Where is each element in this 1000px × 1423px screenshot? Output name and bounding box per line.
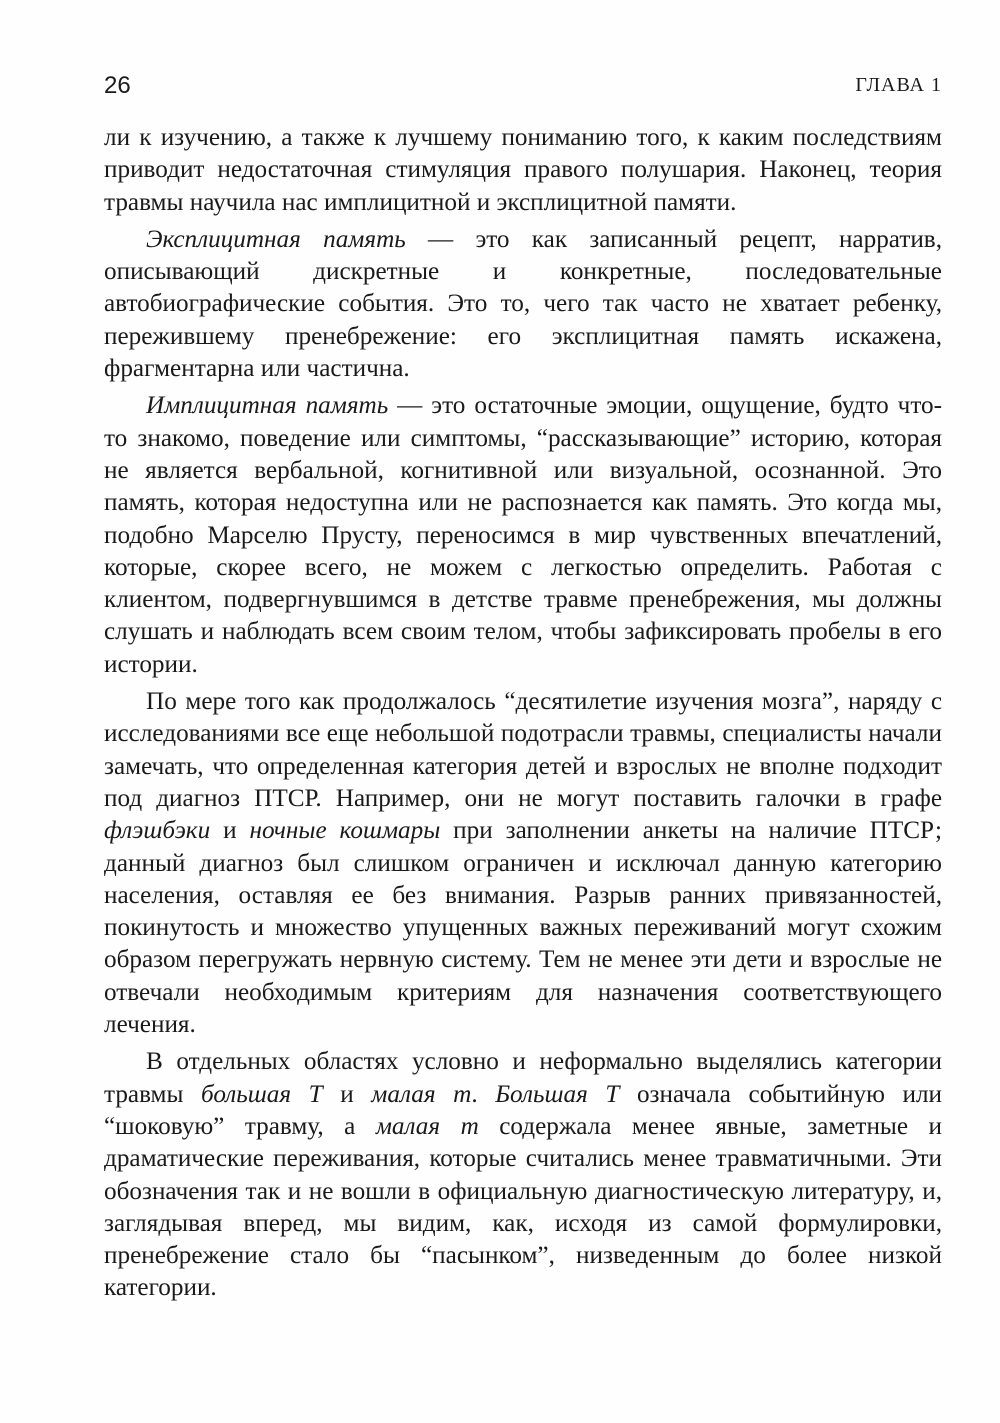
paragraph-text: означала событийную или “шоковую” травму, а	[104, 1080, 943, 1140]
paragraph-text: .	[471, 1080, 496, 1108]
page-number: 26	[104, 72, 131, 99]
body-text	[104, 122, 942, 1305]
paragraph-text: По мере того как продолжалось “десятилетие изучения мозга”, наряду с исследованиями все еще небольшой подотрасли травмы, специалисты начали замечать, что определенная категория детей и взрослых не вполне подходит под диагноз ПТСР. Например, они не могут поставить галочки в графе	[104, 688, 942, 812]
paragraph-text: и	[322, 1080, 372, 1108]
term-flashbacks: флэшбэки	[104, 817, 211, 845]
paragraph-explicit-memory	[104, 224, 942, 385]
paragraph-text: ли к изучению, а также к лучшему пониманию того, к каким последствиям приводит недостаточная стимуляция правого полушария. Наконец, теория травмы научила нас имплицитной и эксплицитной памяти.	[104, 124, 942, 216]
term-small-t: малая т	[375, 1112, 479, 1140]
term-small-t: малая т	[371, 1080, 472, 1108]
paragraph-continuation	[104, 122, 942, 219]
paragraph-text: содержала менее явные, заметные и драматические переживания, которые считались менее травматичными. Эти обозначения так и не вошли в официальную диагностическую литературу, и, заглядывая вперед, мы видим, как, исходя из самой формулировки, пренебрежение стало бы “пасынком”, низведенным до более низкой категории.	[104, 1112, 942, 1302]
term-big-t: Большая Т	[495, 1080, 620, 1108]
paragraph-implicit-memory	[104, 390, 942, 681]
term-big-t: большая Т	[201, 1080, 323, 1108]
term-explicit-memory: Эксплицитная память	[146, 225, 406, 253]
paragraph-text: В отдельных областях условно и неформально выделялись категории травмы	[104, 1048, 942, 1108]
term-implicit-memory: Имплицитная память	[146, 392, 389, 420]
term-nightmares: ночные кошмары	[249, 817, 441, 845]
paragraph-text: при заполнении анкеты на наличие ПТСР; данный диагноз был слишком ограничен и исключал данную категорию населения, оставляя ее без внимания. Разрыв ранних привязанностей, покинутость и множество упущенных важных переживаний могут схожим образом перегружать нервную систему. Тем не менее эти дети и взрослые не отвечали необходимым критериям для назначения соответствующего лечения.	[104, 817, 942, 1039]
page-header	[104, 72, 942, 102]
chapter-label: ГЛАВА 1	[855, 74, 942, 96]
paragraph-ptsd	[104, 686, 942, 1041]
paragraph-text: — это как записанный рецепт, нарратив, описывающий дискретные и конкретные, последовательные автобиографические события. Это то, чего так часто не хватает ребенку, пережившему пренебрежение: его эксплицитная память искажена, фрагментарна или частична.	[104, 225, 942, 383]
paragraph-text: и	[210, 817, 250, 845]
paragraph-text: — это остаточные эмоции, ощущение, будто что-то знакомо, поведение или симптомы, “рассказывающие” историю, которая не является вербальной, когнитивной или визуальной, осознанной. Это память, которая недоступна или не распознается как память. Это когда мы, подобно Марселю Прусту, переносимся в мир чувственных впечатлений, которые, скорее всего, не можем с легкостью определить. Работая с клиентом, подвергнувшимся в детстве травме пренебрежения, мы должны слушать и наблюдать всем своим телом, чтобы зафиксировать пробелы в его истории.	[104, 392, 943, 678]
paragraph-big-small-t	[104, 1046, 942, 1304]
